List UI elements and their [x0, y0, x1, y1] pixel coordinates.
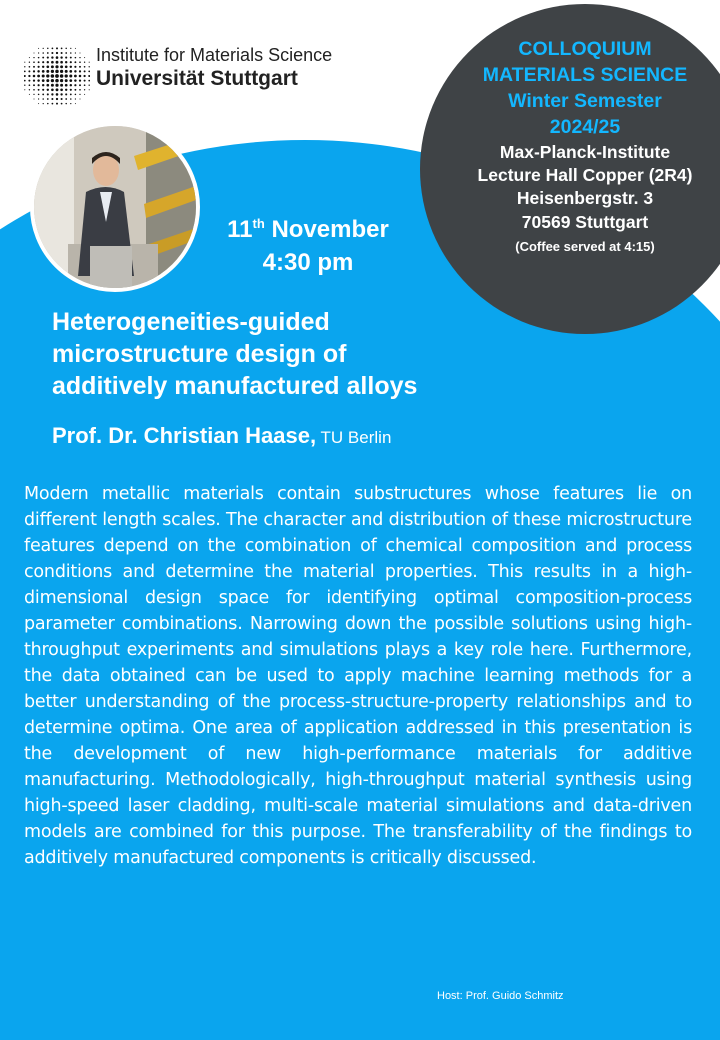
logo-dot	[55, 70, 59, 74]
logo-dot	[65, 98, 67, 100]
logo-dot	[47, 98, 49, 100]
event-day: 11	[227, 216, 253, 243]
logo-dot	[84, 62, 85, 63]
logo-dot	[56, 56, 59, 59]
lecture-hall: Lecture Hall Copper (2R4)	[477, 164, 693, 185]
logo-dot	[70, 66, 72, 68]
logo-dot	[28, 80, 30, 82]
logo-dot	[43, 48, 44, 49]
city-address: 70569 Stuttgart	[521, 211, 649, 232]
logo-dot	[65, 89, 67, 91]
logo-dot	[88, 80, 90, 82]
logo-dot	[33, 70, 35, 72]
logo-dot	[29, 89, 30, 90]
logo-dot	[89, 89, 90, 90]
logo-dot	[29, 57, 30, 58]
logo-dot	[33, 66, 35, 68]
logo-dot	[84, 66, 86, 68]
logo-dot	[79, 84, 81, 86]
logo-dot	[42, 52, 44, 54]
logo-dot	[75, 57, 77, 59]
event-datetime	[208, 207, 408, 279]
series-label: MATERIALS SCIENCE	[482, 64, 688, 87]
logo-dot	[60, 56, 62, 58]
logo-dot	[65, 93, 67, 95]
logo-dot	[70, 61, 72, 63]
logo-dot	[84, 94, 85, 95]
logo-dot	[74, 61, 76, 63]
logo-dot	[75, 52, 76, 53]
logo-dot	[42, 89, 44, 91]
logo-dot	[70, 93, 72, 95]
logo-dot	[47, 61, 49, 63]
logo-dot	[42, 98, 44, 100]
logo-dot	[56, 103, 58, 105]
logo-dot	[47, 57, 49, 59]
logo-dot	[74, 89, 76, 91]
logo-dot	[38, 84, 40, 86]
logo-dot	[79, 52, 80, 53]
logo-dot	[38, 61, 40, 63]
talk-abstract: Modern metallic materials contain substructures whose features lie on different length scales. The character and distribution of these microstructure features depend on the combination of chemical composition and process conditions and determine the material properties. This results in a high-dimensional design space for identifying optimal composition-process parameter combinations. Narrowing down the possible solutions using high-throughput experiments and simulations plays a key role here. Furthermore, the data obtained can be used to apply machine learning methods for a better understanding of the process-structure-property relationships and to determine optima. One area of application addressed in this presentation is the development of new high-performance materials for additive manufacturing. Methodologically, high-throughput material synthesis using high-speed laser cladding, multi-scale material simulations and data-driven models are combined for this purpose. The transferability of the findings to additively manufactured components is critically discussed.	[24, 484, 692, 868]
venue-name: Max-Planck-Institute	[499, 141, 671, 162]
logo-dot	[42, 79, 45, 82]
logo-dot	[37, 79, 39, 81]
logo-dot	[24, 62, 25, 63]
logo-dot	[33, 89, 35, 91]
logo-dot	[84, 89, 85, 90]
logo-dot	[24, 75, 26, 77]
logo-dot	[51, 88, 54, 91]
logo-dot	[79, 94, 80, 95]
logo-dot	[55, 74, 59, 78]
event-date	[208, 207, 408, 246]
logo-dot	[55, 79, 59, 83]
logo-dot	[89, 66, 90, 67]
logo-dot	[51, 65, 54, 68]
logo-dot	[79, 98, 80, 99]
logo-dot	[89, 62, 90, 63]
logo-dot	[38, 66, 40, 68]
logo-dot	[51, 93, 53, 95]
logo-dot	[38, 94, 40, 96]
logo-dot	[69, 70, 72, 73]
logo-dot	[61, 98, 63, 100]
logo-dot	[70, 89, 72, 91]
semester-year: 2024/25	[549, 116, 621, 139]
logo-dot	[79, 66, 81, 68]
logo-dot	[74, 66, 76, 68]
institute-name: Institute for Materials Science	[96, 45, 333, 65]
logo-dot	[60, 70, 63, 73]
logo-dot	[33, 57, 34, 58]
logo-dot	[65, 61, 67, 63]
logo-dot	[65, 65, 68, 68]
logo-dot	[33, 52, 34, 53]
logo-dot	[51, 79, 54, 82]
logo-dot	[79, 70, 81, 72]
logo-dot	[51, 74, 55, 78]
logo-dot	[55, 84, 58, 87]
logo-dot	[42, 66, 44, 68]
logo-dot	[65, 52, 67, 54]
logo-dot	[46, 74, 49, 77]
logo-dot	[38, 48, 39, 49]
speaker-line	[52, 423, 391, 449]
logo-dot	[47, 103, 48, 104]
logo-dot	[56, 52, 58, 54]
logo-dot	[51, 52, 53, 54]
logo-dot	[84, 57, 85, 58]
logo-dot	[79, 57, 80, 58]
speaker-portrait-icon	[34, 126, 196, 288]
logo-dot	[83, 75, 85, 77]
logo-dot	[56, 47, 58, 49]
logo-dot	[42, 74, 45, 77]
colloquium-info	[440, 36, 720, 256]
logo-dot	[46, 79, 49, 82]
logo-dot	[65, 103, 66, 104]
logo-dot	[61, 103, 63, 105]
logo-dot	[42, 70, 45, 73]
logo-dot	[60, 88, 63, 91]
logo-dot	[84, 70, 86, 72]
logo-dot	[84, 80, 86, 82]
logo-dot	[24, 66, 25, 67]
logo-dot	[52, 48, 54, 50]
host-credit: Host: Prof. Guido Schmitz	[437, 990, 564, 1002]
logo-dot	[43, 103, 44, 104]
logo-dot	[60, 74, 64, 78]
event-time: 4:30 pm	[262, 249, 354, 276]
logo-dot	[29, 66, 31, 68]
logo-dot	[37, 75, 40, 78]
logo-dot	[60, 79, 63, 82]
logo-dot	[56, 93, 59, 96]
event-day-suffix: th	[252, 216, 265, 231]
logo-dot	[24, 80, 26, 82]
logo-dot	[70, 84, 72, 86]
logo-dot	[33, 61, 35, 63]
logo-dot	[65, 57, 67, 59]
logo-dot	[70, 103, 71, 104]
logo-dot	[38, 89, 40, 91]
university-name: Universität Stuttgart	[96, 67, 298, 90]
logo-dot	[74, 75, 77, 78]
logo-dot	[75, 103, 76, 104]
logo-dot	[24, 85, 25, 86]
logo-dot	[84, 84, 86, 86]
logo-dot	[56, 98, 58, 100]
logo-dot	[42, 57, 44, 59]
logo-dot	[61, 52, 63, 54]
logo-dot	[33, 75, 36, 78]
logo-dot	[65, 70, 68, 73]
talk-title	[52, 306, 417, 402]
logo-dot	[47, 48, 48, 49]
logo-dot	[46, 70, 49, 73]
logo-dot	[24, 89, 25, 90]
university-logo-icon	[24, 46, 90, 106]
logo-dot	[38, 98, 39, 99]
logo-dot	[79, 89, 81, 91]
logo-dot	[46, 84, 49, 87]
logo-dot	[51, 56, 53, 58]
logo-dot	[70, 57, 72, 59]
logo-dot	[60, 93, 62, 95]
logo-dot	[74, 70, 76, 72]
logo-dot	[38, 103, 39, 104]
speaker-photo	[30, 122, 200, 292]
logo-dot	[33, 79, 35, 81]
logo-dot	[52, 103, 54, 105]
logo-dot	[88, 75, 90, 77]
logo-dot	[79, 75, 82, 78]
logo-dot	[55, 65, 58, 68]
logo-dot	[79, 61, 81, 63]
logo-dot	[74, 79, 76, 81]
talk-title-line: microstructure design of	[52, 340, 347, 368]
logo-dot	[51, 98, 53, 100]
logo-dot	[56, 88, 59, 91]
logo-dot	[46, 65, 49, 68]
talk-title-line: additively manufactured alloys	[52, 372, 418, 400]
talk-title-line: Heterogeneities-guided	[52, 308, 330, 336]
logo-dot	[47, 52, 49, 54]
logo-dot	[37, 70, 39, 72]
semester-label: Winter Semester	[508, 90, 662, 113]
logo-dot	[33, 98, 34, 99]
logo-dot	[38, 52, 39, 53]
logo-dot	[60, 65, 63, 68]
logo-dot	[75, 98, 76, 99]
logo-dot	[29, 62, 30, 63]
speaker-affiliation: TU Berlin	[320, 428, 392, 447]
logo-dot	[65, 74, 68, 77]
logo-dot	[70, 48, 71, 49]
logo-dot	[60, 84, 63, 87]
logo-dot	[65, 84, 68, 87]
logo-dot	[29, 84, 31, 86]
logo-dot	[33, 84, 35, 86]
logo-dot	[65, 48, 66, 49]
logo-dot	[79, 79, 81, 81]
street-address: Heisenbergstr. 3	[516, 188, 654, 209]
logo-dot	[33, 94, 34, 95]
logo-dot	[51, 70, 54, 73]
logo-dot	[75, 94, 77, 96]
logo-dot	[47, 93, 49, 95]
logo-dot	[51, 61, 54, 64]
logo-dot	[70, 98, 72, 100]
logo-dot	[69, 79, 72, 82]
logo-dot	[47, 89, 49, 91]
logo-dot	[51, 84, 54, 87]
speaker-name: Prof. Dr. Christian Haase,	[52, 423, 317, 448]
colloquium-label: COLLOQUIUM	[518, 38, 652, 60]
logo-dot	[29, 94, 30, 95]
logo-dot	[56, 61, 59, 64]
logo-dot	[42, 84, 44, 86]
logo-dot	[74, 84, 76, 86]
event-month: November	[271, 216, 389, 243]
logo-dot	[42, 61, 44, 63]
coffee-note: (Coffee served at 4:15)	[515, 239, 655, 255]
logo-dot	[61, 48, 63, 50]
institution-block	[96, 44, 332, 92]
logo-dot	[89, 85, 90, 86]
logo-dot	[88, 71, 90, 73]
logo-dot	[24, 71, 26, 73]
logo-dot	[38, 57, 40, 59]
logo-dot	[28, 70, 30, 72]
logo-dot	[75, 48, 76, 49]
logo-dot	[42, 93, 44, 95]
logo-dot	[70, 52, 72, 54]
logo-dot	[28, 75, 30, 77]
logo-dot	[69, 74, 72, 77]
logo-dot	[60, 61, 63, 64]
logo-dot	[65, 79, 68, 82]
